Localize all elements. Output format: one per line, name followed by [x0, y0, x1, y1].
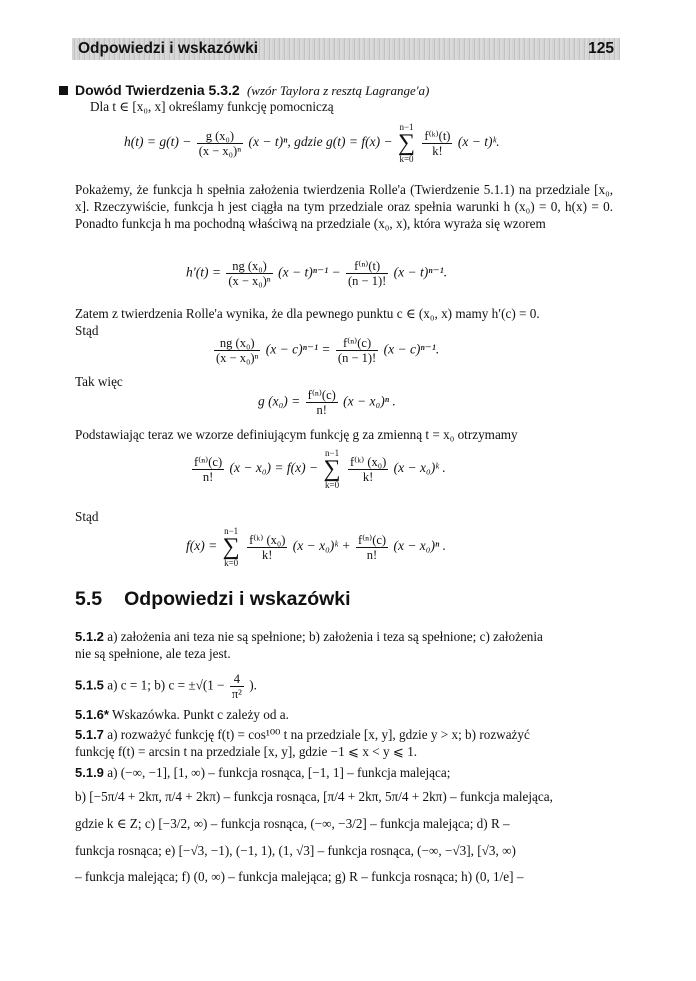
equation-h-definition: [124, 122, 500, 164]
eq6-frac2-num: f⁽ⁿ⁾(c): [357, 532, 387, 547]
eq2-frac2-num: f⁽ⁿ⁾(t): [346, 259, 388, 274]
eq3-frac2: [336, 336, 378, 365]
answer-5-1-2-text: a) założenia ani teza nie są spełnione; b) założenia i teza są spełnione; c) założenia: [107, 629, 543, 644]
answer-5-1-2-label: 5.1.2: [75, 629, 104, 644]
answer-5-1-5-text-a: a) c = 1; b) c = ±√(1 −: [107, 677, 225, 693]
answer-5-1-5-text-b: ).: [249, 677, 257, 693]
answer-5-1-2-line2: nie są spełnione, ale teza jest.: [75, 646, 231, 661]
eq3-frac1-den: (x − x₀)ⁿ: [216, 351, 259, 365]
eq5-sum: [323, 448, 340, 490]
eq6-frac2: [356, 533, 388, 562]
sum-sigma-icon: ∑: [222, 534, 240, 560]
eq4-frac: [306, 388, 338, 417]
answer-5-1-9-line4: funkcja rosnąca; e) [−√3, −1), (−1, 1), (1, √3] – funkcja rosnąca, (−∞, −√3], [√3, ∞): [75, 843, 516, 858]
equation-g-x0: [258, 388, 396, 417]
answer-5-1-9-line3: gdzie k ∈ Z; c) [−3/2, ∞) – funkcja rosnąca, (−∞, −3/2] – funkcja malejąca; d) R –: [75, 816, 510, 831]
bullet-square-icon: [59, 86, 68, 95]
eq4-frac-den: n!: [316, 403, 327, 417]
eq2-frac1-den: (x − x₀)ⁿ: [228, 274, 271, 288]
proof-intro: Dla t ∈ [x₀, x] określamy funkcję pomocniczą: [90, 99, 334, 114]
eq6-left: f(x) =: [186, 538, 218, 554]
running-header-title: Odpowiedzi i wskazówki: [78, 40, 259, 57]
sum-sigma-icon: ∑: [397, 130, 416, 156]
equation-substitution: [190, 448, 446, 490]
eq6-tail: (x − x₀)ⁿ .: [393, 538, 446, 554]
equation-rolle-result: [212, 336, 439, 365]
answer-5-1-9-line2: b) [−5π/4 + 2kπ, π/4 + 2kπ) – funkcja rosnąca, [π/4 + 2kπ, 5π/4 + 2kπ) – funkcja malejąca,: [75, 789, 553, 804]
answer-5-1-6-text: Wskazówka. Punkt c zależy od a.: [112, 707, 289, 722]
eq6-frac1-num: f⁽ᵏ⁾ (x₀): [249, 532, 286, 547]
eq-h-sum: [398, 122, 415, 164]
eq5-sum-bottom: k=0: [325, 480, 340, 490]
eq5-frac2: [348, 455, 388, 484]
eq5-frac1-num: f⁽ⁿ⁾(c): [194, 454, 223, 469]
answer-5-1-9-line5: – funkcja malejąca; f) (0, ∞) – funkcja malejąca; g) R – funkcja rosnąca; h) (0, 1/e] –: [75, 869, 524, 884]
proof-paragraph-2: Zatem z twierdzenia Rolle'a wynika, że dla pewnego punktu c ∈ (x₀, x) mamy h′(c) = 0.: [75, 306, 540, 321]
proof-stad-1: Stąd: [75, 323, 99, 338]
proof-title: Dowód Twierdzenia 5.3.2: [75, 82, 240, 98]
eq3-frac1: [214, 336, 260, 365]
eq-h-right: (x − t)ⁿ, gdzie g(t) = f(x) −: [248, 134, 393, 150]
eq-h-left: h(t) = g(t) −: [124, 134, 192, 150]
eq2-frac2: [346, 259, 388, 288]
answer-5-1-7-label: 5.1.7: [75, 727, 104, 742]
eq-h-sum-top: n−1: [399, 122, 414, 132]
eq-h-sum-bottom: k=0: [399, 154, 414, 164]
proof-subtitle: (wzór Taylora z resztą Lagrange'a): [246, 83, 430, 98]
eq5-frac2-num: f⁽ᵏ⁾ (x₀): [349, 454, 387, 469]
eq3-tail: (x − c)ⁿ⁻¹.: [383, 341, 440, 357]
eq6-mid: (x − x₀)ᵏ +: [292, 538, 351, 554]
answer-5-1-5: [75, 672, 613, 701]
eq3-mid: (x − c)ⁿ⁻¹ =: [265, 341, 331, 357]
answer-5-1-9-text: a) (−∞, −1], [1, ∞) – funkcja rosnąca, [−1, 1] – funkcja malejąca;: [107, 765, 451, 780]
answer-5-1-6-label: 5.1.6*: [75, 707, 109, 722]
equation-h-derivative: [186, 259, 447, 288]
answer-5-1-7-line2: funkcję f(t) = arcsin t na przedziale [x, y], gdzie −1 ⩽ x < y ⩽ 1.: [75, 744, 418, 759]
proof-heading: [75, 82, 429, 99]
eq6-sum-top: n−1: [224, 526, 239, 536]
page-number: 125: [588, 40, 614, 57]
eq-h-frac2-num: f⁽ᵏ⁾(t): [424, 128, 451, 143]
eq-h-frac: [197, 129, 243, 158]
answer-5-1-2-line1: [75, 628, 613, 645]
eq5-frac2-den: k!: [362, 469, 374, 484]
eq6-sum: [223, 526, 240, 568]
answer-5-1-9-line1: [75, 764, 613, 781]
proof-stad-2: Stąd: [75, 509, 99, 524]
sum-sigma-icon: ∑: [323, 456, 341, 482]
eq3-frac2-num: f⁽ⁿ⁾(c): [336, 336, 378, 351]
proof-paragraph-3: Podstawiając teraz we wzorze definiującym funkcję g za zmienną t = x₀ otrzymamy: [75, 427, 518, 442]
eq4-left: g (x₀) =: [258, 393, 301, 409]
eq2-frac1-num: ng (x₀): [226, 259, 272, 274]
eq6-frac1: [247, 533, 287, 562]
section-title: Odpowiedzi i wskazówki: [124, 588, 351, 610]
eq5-mid: (x − x₀) = f(x) −: [229, 460, 319, 476]
eq-h-frac2: [422, 129, 452, 158]
eq6-frac2-den: n!: [366, 547, 378, 562]
eq2-frac1: [226, 259, 272, 288]
eq5-tail: (x − x₀)ᵏ .: [393, 460, 446, 476]
answer-5-1-5-frac-num: 4: [230, 672, 244, 687]
eq6-frac1-den: k!: [262, 547, 273, 562]
answer-5-1-5-frac-den: π²: [231, 687, 242, 701]
answer-5-1-9-label: 5.1.9: [75, 765, 104, 780]
eq2-left: h′(t) =: [186, 264, 221, 280]
answer-5-1-7-line1: [75, 726, 613, 743]
equation-taylor-formula: [186, 526, 446, 568]
answer-5-1-5-label: 5.1.5: [75, 677, 104, 693]
eq-h-frac-den: (x − x₀)ⁿ: [198, 143, 242, 158]
section-heading: [75, 588, 351, 611]
eq2-frac2-den: (n − 1)!: [348, 274, 387, 288]
eq5-frac1: [192, 455, 224, 484]
proof-tak-wiec: Tak więc: [75, 374, 123, 389]
answer-5-1-5-frac: [230, 672, 244, 701]
eq-h-frac-num: g (x₀): [197, 129, 243, 144]
section-number: 5.5: [75, 588, 103, 610]
eq6-sum-bottom: k=0: [224, 558, 239, 568]
eq5-sum-top: n−1: [325, 448, 340, 458]
eq4-tail: (x − x₀)ⁿ .: [343, 393, 396, 409]
eq-h-tail: (x − t)ᵏ.: [457, 134, 500, 150]
eq2-mid: (x − t)ⁿ⁻¹ −: [278, 264, 341, 280]
eq5-frac1-den: n!: [202, 469, 214, 484]
answer-5-1-6: [75, 706, 613, 723]
eq3-frac2-den: (n − 1)!: [337, 351, 377, 365]
eq3-frac1-num: ng (x₀): [214, 336, 260, 351]
eq4-frac-num: f⁽ⁿ⁾(c): [307, 388, 336, 402]
eq-h-frac2-den: k!: [432, 143, 443, 158]
eq2-tail: (x − t)ⁿ⁻¹.: [393, 264, 448, 280]
answer-5-1-7-text: a) rozważyć funkcję f(t) = cos¹⁰⁰ t na przedziale [x, y], gdzie y > x; b) rozważyć: [107, 727, 530, 742]
proof-paragraph-1: Pokażemy, że funkcja h spełnia założenia twierdzenia Rolle'a (Twierdzenie 5.1.1) na przedziale [x₀, x]. Rzeczywiście, funkcja h jest ciągła na tym przedziale oraz spełnia warunki h (x₀) = 0, h(x) = 0. Ponadto funkcja h ma pochodną właściwą na przedziale (x₀, x), która wyraża się wzorem: [75, 182, 613, 231]
